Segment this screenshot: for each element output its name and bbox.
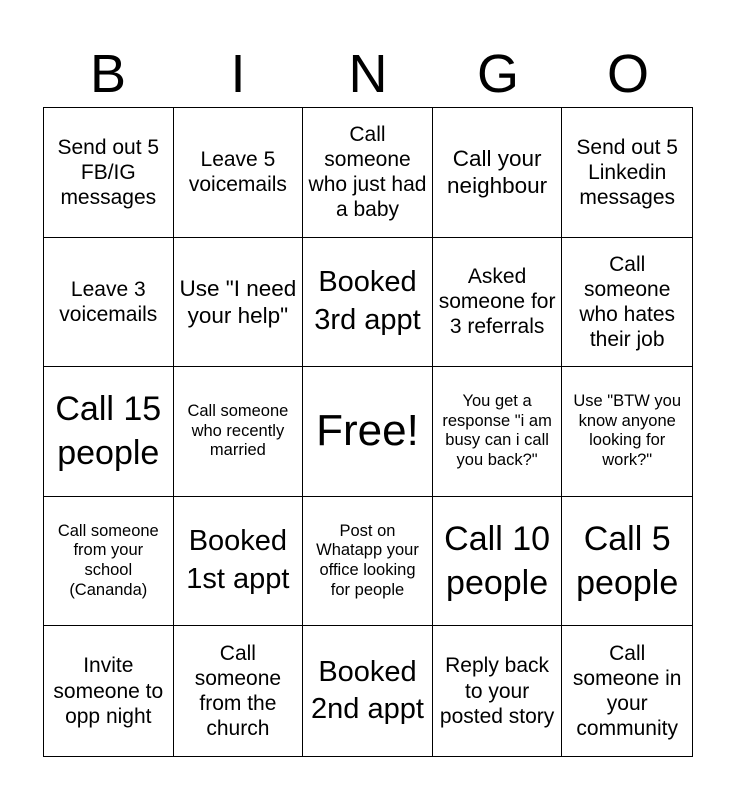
cell-text: Call someone who recently married <box>187 401 289 460</box>
header-letter-i: I <box>230 44 246 104</box>
cell-text: Leave 5 voicemails <box>188 148 287 197</box>
header-letter-o: O <box>606 44 649 104</box>
bingo-cell[interactable] <box>44 108 174 238</box>
cell-text: Call someone who just had a baby <box>308 122 427 222</box>
cell-text: Call someone from the church <box>194 641 282 741</box>
bingo-cell[interactable] <box>174 238 304 368</box>
free-space-cell[interactable] <box>303 367 433 497</box>
bingo-cell[interactable] <box>303 238 433 368</box>
free-space-label: Free! <box>316 406 419 456</box>
bingo-cell[interactable] <box>44 497 174 627</box>
cell-text: Booked 3rd appt <box>314 266 421 336</box>
bingo-cell[interactable] <box>433 626 563 756</box>
bingo-cell[interactable] <box>303 626 433 756</box>
cell-text: Reply back to your posted story <box>439 654 555 728</box>
cell-text: You get a response "i am busy can i call you back?" <box>442 391 552 470</box>
cell-text: Call someone from your school (Cananda) <box>57 521 159 599</box>
bingo-cell[interactable] <box>562 108 692 238</box>
bingo-cell[interactable] <box>562 626 692 756</box>
bingo-cell[interactable] <box>562 238 692 368</box>
cell-text: Booked 1st appt <box>186 525 290 596</box>
cell-text: Asked someone for 3 referrals <box>438 265 556 339</box>
bingo-board <box>43 107 693 757</box>
bingo-cell[interactable] <box>44 367 174 497</box>
bingo-cell[interactable] <box>174 108 304 238</box>
bingo-cell[interactable] <box>44 626 174 756</box>
bingo-cell[interactable] <box>44 238 174 368</box>
cell-text: Send out 5 FB/IG messages <box>57 135 160 209</box>
cell-text: Booked 2nd appt <box>311 655 424 726</box>
bingo-cell[interactable] <box>562 367 692 497</box>
cell-text: Call your neighbour <box>447 146 548 199</box>
cell-text: Call 5 people <box>576 519 679 603</box>
cell-text: Post on Whatapp your office looking for people <box>316 521 419 599</box>
bingo-cell[interactable] <box>303 108 433 238</box>
bingo-cell[interactable] <box>433 367 563 497</box>
header-letter-b: B <box>89 44 127 104</box>
bingo-cell[interactable] <box>562 497 692 627</box>
cell-text: Call someone in your community <box>572 641 682 741</box>
bingo-cell[interactable] <box>433 238 563 368</box>
bingo-cell[interactable] <box>174 497 304 627</box>
cell-text: Use "BTW you know anyone looking for work?" <box>573 391 682 470</box>
cell-text: Call someone who hates their job <box>579 252 676 352</box>
bingo-cell[interactable] <box>174 367 304 497</box>
header-letter-g: G <box>476 44 519 104</box>
header-letter-n: N <box>348 44 388 104</box>
cell-text: Invite someone to opp night <box>53 654 164 728</box>
bingo-cell[interactable] <box>433 497 563 627</box>
bingo-cell[interactable] <box>303 497 433 627</box>
cell-text: Call 10 people <box>444 519 551 603</box>
bingo-header <box>43 40 693 108</box>
cell-text: Call 15 people <box>55 390 162 473</box>
cell-text: Send out 5 Linkedin messages <box>576 135 678 209</box>
bingo-cell[interactable] <box>174 626 304 756</box>
cell-text: Leave 3 voicemails <box>59 277 158 326</box>
cell-text: Use "I need your help" <box>179 275 297 328</box>
bingo-cell[interactable] <box>433 108 563 238</box>
